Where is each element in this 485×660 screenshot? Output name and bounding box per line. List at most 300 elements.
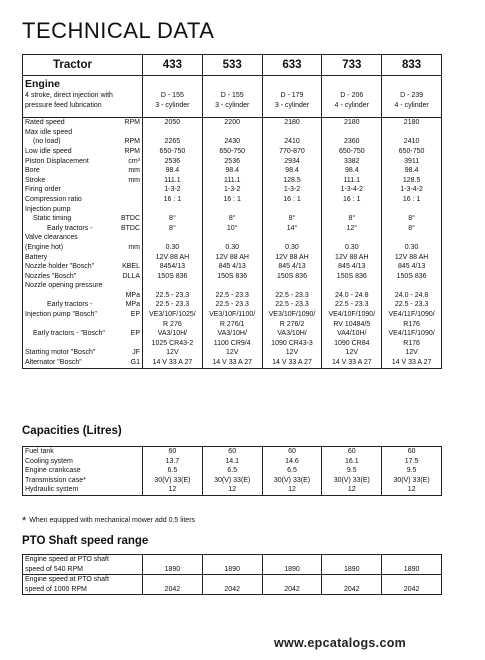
value-cell: 14.6 [262, 457, 322, 467]
value-cell: 14 V 33 A 27 [202, 358, 262, 368]
value-cell: 12V [262, 348, 322, 358]
value-cell: 16.1 [322, 457, 382, 467]
table-row [23, 253, 442, 263]
spec-name: Injection pump "Bosch" [25, 311, 97, 319]
value-cell: 2265 [143, 137, 203, 147]
value-cell: 8° [322, 214, 382, 224]
spec-unit: mm [128, 167, 140, 175]
table-row [23, 166, 442, 176]
engine-heading-row [23, 76, 442, 92]
pto-rows [23, 555, 442, 595]
value-cell: 8454/13 [143, 262, 203, 272]
value-cell: 12V 88 AH [202, 253, 262, 263]
footnote-star: * [22, 515, 27, 527]
engine-spec-table [22, 54, 442, 369]
page-title: TECHNICAL DATA [22, 18, 215, 43]
spec-unit: BTDC [120, 215, 140, 223]
spec-name: Early tractors - [47, 224, 93, 232]
value-cell: 98.4 [202, 166, 262, 176]
value-cell: 60 [202, 447, 262, 457]
value-cell: 22.5 - 23.3 [202, 291, 262, 301]
value-cell [322, 555, 382, 575]
value-cell: 2430 [202, 137, 262, 147]
value-cell: 98.4 [322, 166, 382, 176]
value-cell: 845 4/13 [322, 262, 382, 272]
value-cell [202, 205, 262, 215]
value-cell: 845 4/13 [382, 262, 442, 272]
engine-type-cell: D - 179 3 - cylinder [262, 91, 322, 110]
value-cell: 12 [262, 485, 322, 495]
row-label [23, 214, 143, 224]
table-row [23, 291, 442, 301]
spec-unit [98, 128, 140, 138]
value-cell: 13.7 [143, 457, 203, 467]
value-cell: VE4/11F/1090/ [382, 329, 442, 339]
value-cell [262, 205, 322, 215]
table-row [23, 243, 442, 253]
spec-unit [102, 281, 140, 291]
row-label [23, 128, 143, 138]
spec-name: Firing order [25, 186, 61, 194]
value-cell: 1-3-2 [143, 185, 203, 195]
value-cell: R176 [382, 320, 442, 330]
row-label [23, 575, 143, 595]
value-cell: 1-3-2 [262, 185, 322, 195]
spec-unit: EP [130, 330, 140, 338]
table-row [23, 358, 442, 368]
value-cell: 6.5 [262, 466, 322, 476]
value-cell: 128.5 [382, 176, 442, 186]
value-cell [262, 281, 322, 291]
value-cell [202, 555, 262, 575]
value-cell: 2536 [202, 157, 262, 167]
footnote [22, 515, 195, 527]
table-row [23, 575, 442, 595]
spec-unit: BTDC [120, 224, 140, 232]
value-cell: 8° [143, 214, 203, 224]
table-row [23, 262, 442, 272]
value-cell: 1-3-4-2 [382, 185, 442, 195]
spec-name: Injection pump [25, 205, 71, 213]
spec-unit: JF [132, 349, 140, 357]
value-cell: 12° [322, 224, 382, 234]
spec-unit [98, 205, 140, 215]
table-row [23, 300, 442, 310]
value-cell: 22.5 - 23.3 [382, 300, 442, 310]
value-cell: 60 [382, 447, 442, 457]
value-cell: 98.4 [382, 166, 442, 176]
value-cell: 16 : 1 [382, 195, 442, 205]
spec-unit [98, 185, 140, 195]
value-cell: 17.5 [382, 457, 442, 467]
value-cell: 1100 CR9/4 [202, 339, 262, 349]
row-label [23, 310, 143, 320]
row-label [23, 272, 143, 282]
value-cell: 8° [382, 214, 442, 224]
value-cell: 60 [322, 447, 382, 457]
value-cell: 16 : 1 [322, 195, 382, 205]
value-cell: 16 : 1 [143, 195, 203, 205]
row-label [23, 243, 143, 253]
table-row [23, 466, 442, 476]
value-cell: 16 : 1 [262, 195, 322, 205]
row-label [23, 224, 143, 234]
spec-unit: MPa [125, 301, 140, 309]
engine-type-cell: D - 206 4 - cylinder [322, 91, 382, 110]
row-label [23, 166, 143, 176]
value-cell: 650-750 [202, 147, 262, 157]
value-cell: 845 4/13 [262, 262, 322, 272]
value-cell: 128.5 [262, 176, 322, 186]
table-row [23, 147, 442, 157]
value-cell [202, 281, 262, 291]
value-cell: 2050 [143, 118, 203, 128]
row-label [23, 300, 143, 310]
row-label [23, 137, 143, 147]
value-cell: 24.0 - 24.8 [382, 291, 442, 301]
model-733: 733 [322, 55, 382, 76]
row-label [23, 176, 143, 186]
row-label [23, 118, 143, 128]
row-label: Hydraulic system [25, 486, 79, 494]
value-text: 1890 [224, 565, 240, 573]
row-label [23, 339, 143, 349]
spec-name: Rated speed [25, 119, 65, 127]
row-label-line: speed of 540 RPM [25, 565, 83, 573]
value-cell [382, 128, 442, 138]
value-cell [382, 575, 442, 595]
value-text: 2042 [164, 585, 181, 593]
value-cell: 2536 [143, 157, 203, 167]
row-label [23, 555, 143, 575]
value-cell: VE3/10F/1100/ [202, 310, 262, 320]
value-cell: 14.1 [202, 457, 262, 467]
table-row [23, 329, 442, 339]
value-cell [202, 233, 262, 243]
spec-name: Low idle speed [25, 147, 72, 155]
row-label-line: Engine speed at PTO shaft [25, 556, 109, 563]
value-cell: 98.4 [262, 166, 322, 176]
value-cell: 14° [262, 224, 322, 234]
value-cell: 1025 CR43-2 [143, 339, 203, 349]
spec-unit: cm³ [128, 157, 140, 165]
spec-name [25, 291, 98, 301]
value-cell: VA3/10H/ [202, 329, 262, 339]
row-label [23, 185, 143, 195]
row-label [23, 281, 143, 291]
row-label [23, 358, 143, 368]
row-label: Fuel tank [25, 448, 54, 455]
value-cell: 22.5 - 23.3 [143, 291, 203, 301]
spec-name: Nozzle opening pressure [25, 282, 103, 290]
value-cell: R 276 [143, 320, 203, 330]
value-cell: 8° [202, 214, 262, 224]
value-cell: 1090 CR84 [322, 339, 382, 349]
spec-name: Bore [25, 167, 40, 175]
model-533: 533 [202, 55, 262, 76]
value-cell [262, 555, 322, 575]
value-cell: 30(V) 33(E) [143, 476, 203, 486]
pto-heading: PTO Shaft speed range [22, 535, 149, 547]
watermark: www.epcatalogs.com [274, 636, 407, 650]
value-cell: 3382 [322, 157, 382, 167]
table-row [23, 348, 442, 358]
value-cell: 150S 836 [322, 272, 382, 282]
value-text: 1890 [164, 565, 181, 573]
model-833: 833 [382, 55, 442, 76]
value-cell: 2410 [262, 137, 322, 147]
row-label [23, 291, 143, 301]
value-text: 1890 [344, 565, 360, 573]
table-row [23, 176, 442, 186]
row-label [23, 157, 143, 167]
engine-desc [23, 91, 143, 110]
value-cell: 111.1 [143, 176, 203, 186]
row-label [23, 320, 143, 330]
value-cell: 30(V) 33(E) [322, 476, 382, 486]
value-cell: 60 [262, 447, 322, 457]
value-cell: 1-3-4-2 [322, 185, 382, 195]
engine-desc-line: pressure feed lubrication [25, 101, 102, 109]
spec-name: (no load) [33, 138, 61, 146]
value-cell: 9.5 [382, 466, 442, 476]
row-label: Cooling system [25, 457, 73, 465]
engine-desc-line: 4 stroke, direct injection with [25, 92, 113, 99]
value-cell: VE4/10F/1090/ [322, 310, 382, 320]
value-cell: 2180 [262, 118, 322, 128]
table-row [23, 555, 442, 575]
value-cell: 12V 88 AH [143, 253, 203, 263]
table-row [23, 205, 442, 215]
value-cell: 6.5 [143, 466, 203, 476]
value-cell: VA3/10H/ [143, 329, 203, 339]
value-text: 2042 [344, 585, 360, 593]
value-cell: 22.5 - 23.3 [262, 291, 322, 301]
table-row [23, 185, 442, 195]
value-cell: 2180 [382, 118, 442, 128]
spec-name: Max idle speed [25, 128, 73, 136]
spec-unit [98, 253, 140, 263]
engine-rows [23, 118, 442, 368]
table-row [23, 272, 442, 282]
row-label-line: Engine speed at PTO shaft [25, 576, 109, 584]
spec-unit: MPa [125, 291, 140, 299]
value-cell: 2410 [382, 137, 442, 147]
table-row [23, 476, 442, 486]
spec-name: (Engine hot) [25, 243, 64, 251]
value-cell: 770-870 [262, 147, 322, 157]
spec-name: Nozzles "Bosch" [25, 272, 77, 280]
value-cell: 0.30 [322, 243, 382, 253]
value-cell: 12V [143, 348, 203, 358]
table-row [23, 195, 442, 205]
value-cell [143, 555, 203, 575]
spec-name: Piston Displacement [25, 157, 89, 165]
row-label: Engine crankcase [25, 467, 81, 475]
value-cell: 14 V 33 A 27 [262, 358, 322, 368]
value-cell [143, 281, 203, 291]
row-label [23, 195, 143, 205]
value-cell: 0.30 [143, 243, 203, 253]
value-cell [262, 233, 322, 243]
value-cell: 12V 88 AH [382, 253, 442, 263]
value-cell: 10° [202, 224, 262, 234]
value-cell [143, 128, 203, 138]
value-cell: 0.30 [202, 243, 262, 253]
spec-name: Compression ratio [25, 195, 82, 203]
value-cell: 30(V) 33(E) [262, 476, 322, 486]
value-cell: VA3/10H/ [262, 329, 322, 339]
value-cell: 111.1 [322, 176, 382, 186]
row-label [23, 147, 143, 157]
spec-name: Starting motor "Bosch" [25, 349, 96, 357]
model-633: 633 [262, 55, 322, 76]
value-cell: 12V [322, 348, 382, 358]
value-cell: 2934 [262, 157, 322, 167]
value-cell [322, 205, 382, 215]
value-cell [262, 128, 322, 138]
value-cell: 14 V 33 A 27 [322, 358, 382, 368]
table-row [23, 457, 442, 467]
row-label [23, 205, 143, 215]
value-cell [382, 555, 442, 575]
value-text: 1890 [284, 565, 300, 573]
value-cell: VE4/11F/1090/ [382, 310, 442, 320]
value-cell: 1-3-2 [202, 185, 262, 195]
spec-unit: G1 [130, 359, 140, 367]
table-row [23, 281, 442, 291]
spec-name: Static timing [33, 215, 72, 223]
value-cell: 650-750 [382, 147, 442, 157]
value-cell: 6.5 [202, 466, 262, 476]
value-cell [382, 233, 442, 243]
row-label [23, 262, 143, 272]
value-cell: 24.0 - 24.8 [322, 291, 382, 301]
table-row [23, 214, 442, 224]
capacities-rows [23, 447, 442, 496]
table-row [23, 233, 442, 243]
value-cell [202, 575, 262, 595]
table-row [23, 157, 442, 167]
value-cell [143, 205, 203, 215]
table-row [23, 137, 442, 147]
row-label [23, 233, 143, 243]
value-cell: 150S 836 [143, 272, 203, 282]
value-cell: R 276/2 [262, 320, 322, 330]
table-row [23, 320, 442, 330]
value-cell [262, 575, 322, 595]
row-label [23, 329, 143, 339]
value-cell: 2360 [322, 137, 382, 147]
value-cell: R176 [382, 339, 442, 349]
engine-type-cell: D - 155 3 - cylinder [202, 91, 262, 110]
row-label: Transmission case* [25, 476, 86, 484]
value-cell: RV 10484/5 [322, 320, 382, 330]
value-cell [382, 281, 442, 291]
table-row [23, 128, 442, 138]
value-cell: 8° [143, 224, 203, 234]
value-cell: 150S 836 [262, 272, 322, 282]
value-cell: 2200 [202, 118, 262, 128]
value-cell: 150S 836 [202, 272, 262, 282]
value-cell: 30(V) 33(E) [382, 476, 442, 486]
spec-name: Nozzle holder "Bosch" [25, 263, 95, 271]
value-cell: 22.5 - 23.3 [202, 300, 262, 310]
engine-type-cell: D - 155 3 - cylinder [143, 91, 203, 110]
spec-unit: RPM [124, 147, 140, 155]
value-cell [322, 281, 382, 291]
value-cell: 12V [382, 348, 442, 358]
value-cell: 8° [382, 224, 442, 234]
value-cell: 22.5 - 23.3 [143, 300, 203, 310]
value-cell [322, 128, 382, 138]
spec-unit: DLLA [122, 272, 140, 280]
table-row [23, 118, 442, 128]
engine-type-cell: D - 239 4 - cylinder [382, 91, 442, 110]
value-cell: 12 [322, 485, 382, 495]
table-header-row [23, 55, 442, 76]
value-cell: 12V [202, 348, 262, 358]
value-cell: 14 V 33 A 27 [382, 358, 442, 368]
spec-unit: mm [128, 243, 140, 251]
value-cell: 150S 836 [382, 272, 442, 282]
table-row [23, 339, 442, 349]
spec-unit [98, 195, 140, 205]
spec-name: Alternator "Bosch" [25, 359, 82, 367]
value-cell: 0.30 [382, 243, 442, 253]
table-row [23, 447, 442, 457]
table-row [23, 485, 442, 495]
row-label [23, 253, 143, 263]
value-cell [143, 575, 203, 595]
footnote-text: When equipped with mechanical mower add 0.5 liters [29, 517, 196, 524]
value-text: 2042 [284, 585, 300, 593]
spec-unit: EP [130, 311, 140, 319]
value-cell: 22.5 - 23.3 [322, 300, 382, 310]
value-cell: 60 [143, 447, 203, 457]
value-cell: VE3/10F/1025/ [143, 310, 203, 320]
value-cell: 111.1 [202, 176, 262, 186]
model-433: 433 [143, 55, 203, 76]
value-text: 2042 [224, 585, 240, 593]
value-cell [382, 205, 442, 215]
value-text: 2042 [403, 585, 420, 593]
spec-name: Early tractors - "Bosch" [33, 330, 105, 338]
capacities-table [22, 446, 442, 496]
spacer-row [23, 110, 442, 118]
value-cell: 0.30 [262, 243, 322, 253]
value-cell: VA4/10H/ [322, 329, 382, 339]
spec-unit: KBEL [122, 263, 140, 271]
tractor-label: Tractor [23, 55, 143, 76]
value-cell [322, 575, 382, 595]
value-cell: 9.5 [322, 466, 382, 476]
spec-unit: RPM [124, 119, 140, 127]
capacities-heading: Capacities (Litres) [22, 425, 122, 437]
table-row [23, 224, 442, 234]
spec-unit [98, 233, 140, 243]
value-cell: 8° [262, 214, 322, 224]
spec-name: Stroke [25, 176, 46, 184]
table-row [23, 310, 442, 320]
spec-name: Early tractors - [47, 301, 93, 309]
row-label [23, 348, 143, 358]
value-cell: 650-750 [143, 147, 203, 157]
value-cell: 16 : 1 [202, 195, 262, 205]
row-label-line: speed of 1000 RPM [25, 585, 87, 593]
spec-name: Valve clearances [25, 234, 78, 242]
engine-type-row [23, 91, 442, 110]
